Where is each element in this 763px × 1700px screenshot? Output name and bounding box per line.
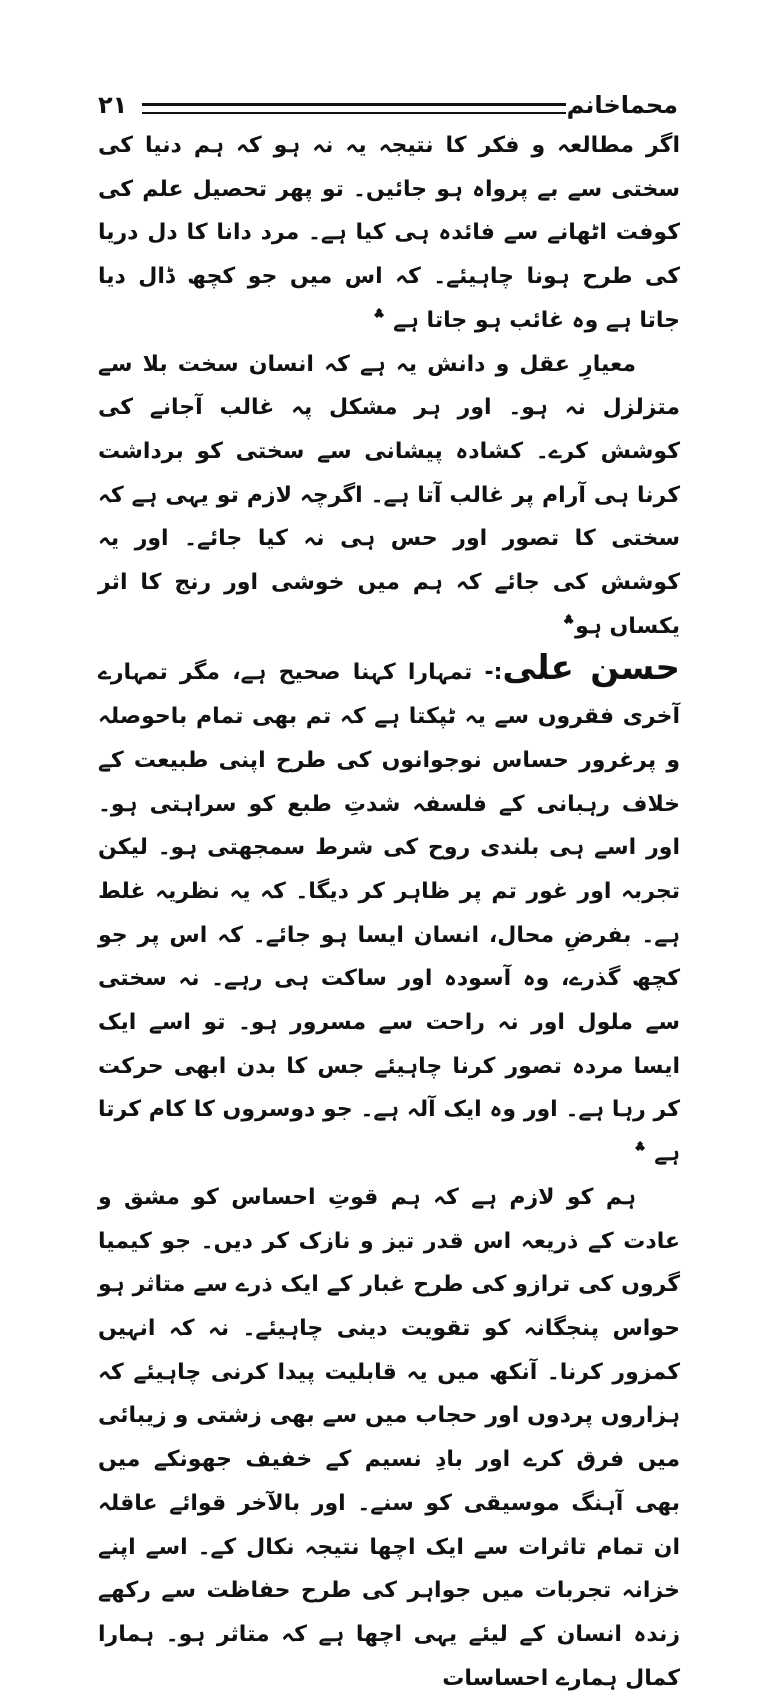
page-body <box>98 124 680 1700</box>
header-rule <box>142 103 566 114</box>
speaker-name: حسن علی <box>502 648 680 689</box>
page-header <box>98 88 678 122</box>
paragraph-3-text: :- تمہارا کہنا صحیح ہے، مگر تمہارے آخری فقروں سے یہ ٹپکتا ہے کہ تم بھی تمام باحوصلہ و پرغرور حساس نوجوانوں کی طرح اپنی طبیعت کے خلاف رہبانی کے فلسفہ شدتِ طبع کو سراہتی ہو۔ اور اسے ہی بلندی روح کی شرط سمجھتی ہو۔ لیکن تجربہ اور غور تم پر ظاہر کر دیگا۔ کہ یہ نظریہ غلط ہے۔ بفرضِ محال، انسان ایسا ہو جائے۔ کہ اس پر جو کچھ گذرے، وہ آسودہ اور ساکت ہی رہے۔ نہ سختی سے ملول اور نہ راحت سے مسرور ہو۔ تو اسے ایک ایسا مردہ تصور کرنا چاہیئے جس کا بدن ابھی حرکت کر رہا ہے۔ اور وہ ایک آلہ ہے۔ جو دوسروں کا کام کرتا ہے ؞ <box>98 660 680 1167</box>
paragraph-4: ہم کو لازم ہے کہ ہم قوتِ احساس کو مشق و عادت کے ذریعہ اس قدر تیز و نازک کر دیں۔ جو کیمیا گروں کی ترازو کی طرح غبار کے ایک ذرے سے متاثر ہو حواس پنجگانہ کو تقویت دینی چاہیئے۔ نہ کہ انہیں کمزور کرنا۔ آنکھ میں یہ قابلیت پیدا کرنی چاہیئے کہ ہزاروں پردوں اور حجاب میں سے بھی زشتی و زیبائی میں فرق کرے اور بادِ نسیم کے خفیف جھونکے میں بھی آہنگ موسیقی کو سنے۔ اور بالآخر قوائے عاقلہ ان تمام تاثرات سے ایک اچھا نتیجہ نکال کے۔ اسے اپنے خزانہ تجربات میں جواہر کی طرح حفاظت سے رکھے زندہ انسان کے لیئے یہی اچھا ہے کہ متاثر ہو۔ ہمارا کمال ہمارے احساسات <box>98 1184 680 1691</box>
running-title: محماخانم <box>566 91 678 119</box>
paragraph-1: اگر مطالعہ و فکر کا نتیجہ یہ نہ ہو کہ ہم دنیا کی سختی سے بے پرواہ ہو جائیں۔ تو پھر تحصیل علم کی کوفت اٹھانے سے فائدہ ہی کیا ہے۔ مرد دانا کا دل دریا کی طرح ہونا چاہیئے۔ کہ اس میں جو کچھ ڈال دیا جاتا ہے وہ غائب ہو جاتا ہے ؞ <box>98 133 680 333</box>
page-number: ۲۱ <box>98 91 128 119</box>
paragraph-3 <box>98 648 680 1175</box>
paragraph-2: معیارِ عقل و دانش یہ ہے کہ انسان سخت بلا سے متزلزل نہ ہو۔ اور ہر مشکل پہ غالب آجانے کی کوشش کرے۔ کشادہ پیشانی سے سختی کو برداشت کرنا ہی آرام پر غالب آتا ہے۔ اگرچہ لازم تو یہی ہے کہ سختی کا تصور اور حس ہی نہ کیا جائے۔ اور یہ کوشش کی جائے کہ ہم میں خوشی اور رنج کا اثر یکساں ہو؞ <box>98 351 680 639</box>
